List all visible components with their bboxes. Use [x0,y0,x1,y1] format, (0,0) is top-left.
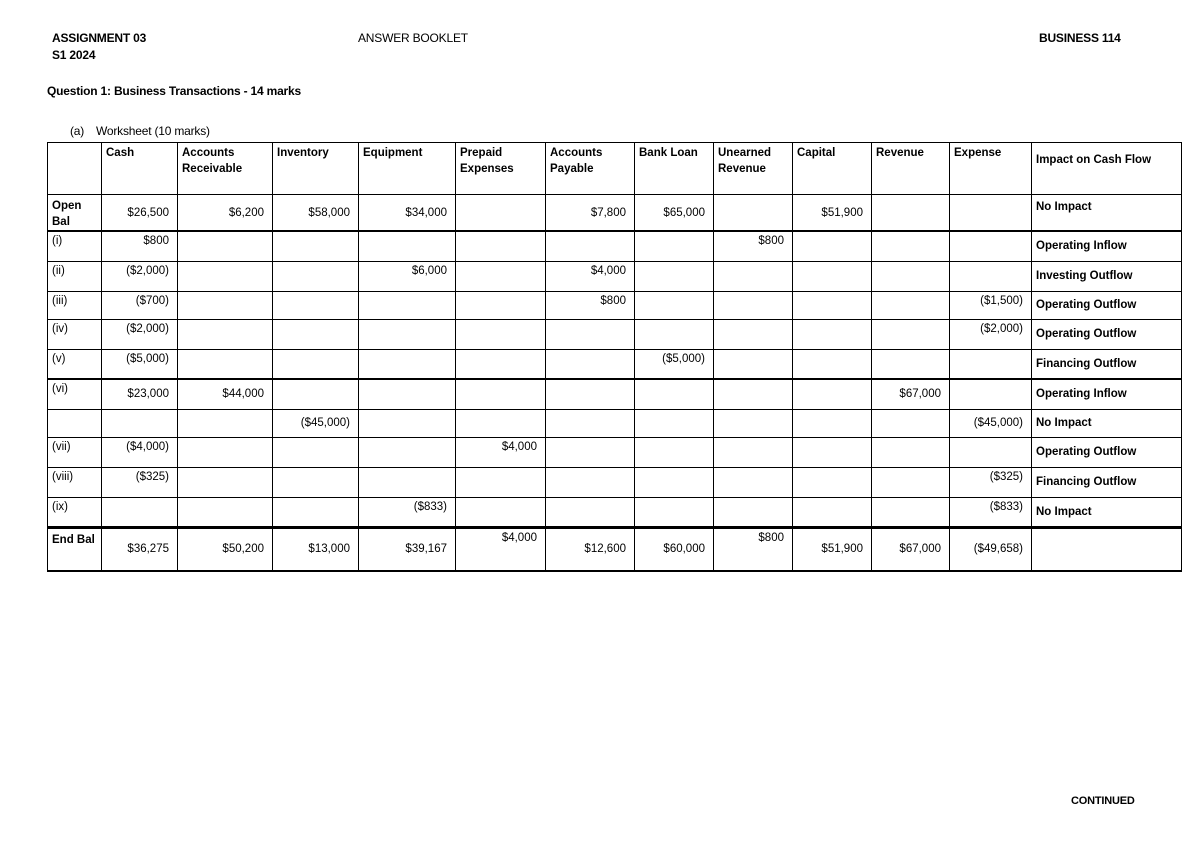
cell-value: $800 [546,291,635,319]
column-header: Capital [793,143,872,195]
table-row [48,349,1182,379]
cell-value [793,319,872,349]
cell-value [635,467,714,497]
cell-value [872,437,950,467]
cell-value [872,261,950,291]
cell-value: $800 [102,231,178,261]
cash-flow-impact: No Impact [1032,497,1182,527]
cell-value [635,291,714,319]
cell-value [872,409,950,437]
row-label: (iv) [48,319,102,349]
cell-value: ($5,000) [102,349,178,379]
cell-value [273,497,359,527]
cell-value [872,349,950,379]
cell-value [359,409,456,437]
column-header: Accounts Payable [546,143,635,195]
table-row [48,527,1182,571]
column-header: Unearned Revenue [714,143,793,195]
cell-value [178,319,273,349]
cell-value [635,497,714,527]
cell-value [178,261,273,291]
cell-value [359,437,456,467]
cell-value: ($700) [102,291,178,319]
table-row [48,319,1182,349]
cell-value [635,319,714,349]
row-label: (iii) [48,291,102,319]
column-header: Accounts Receivable [178,143,273,195]
cell-value [456,195,546,232]
cell-value [456,261,546,291]
cell-value: $60,000 [635,527,714,571]
column-header: Inventory [273,143,359,195]
cell-value [872,319,950,349]
row-label: End Bal [48,527,102,571]
cell-value [456,349,546,379]
column-header: Revenue [872,143,950,195]
booklet-title: ANSWER BOOKLET [358,31,468,45]
subtitle-label: (a) [70,124,85,138]
cell-value: $4,000 [546,261,635,291]
cell-value [714,467,793,497]
cell-value [793,467,872,497]
cell-value [714,349,793,379]
cell-value [950,231,1032,261]
table-row [48,261,1182,291]
cell-value [714,291,793,319]
cell-value: ($4,000) [102,437,178,467]
column-header [48,143,102,195]
cell-value [793,231,872,261]
cell-value [273,467,359,497]
cell-value: $4,000 [456,437,546,467]
cell-value [872,195,950,232]
cell-value [178,349,273,379]
cell-value: $7,800 [546,195,635,232]
cell-value [546,409,635,437]
column-header: Impact on Cash Flow [1032,143,1182,195]
cell-value [273,291,359,319]
cell-value: ($5,000) [635,349,714,379]
cell-value [456,379,546,409]
cell-value [793,261,872,291]
table-row [48,497,1182,527]
cell-value [872,497,950,527]
assignment-label: ASSIGNMENT 03 [52,31,147,45]
cash-flow-impact: Operating Inflow [1032,231,1182,261]
cell-value: $6,200 [178,195,273,232]
cell-value: $65,000 [635,195,714,232]
cell-value: $26,500 [102,195,178,232]
cell-value [456,291,546,319]
cell-value [359,349,456,379]
question-title: Question 1: Business Transactions - 14 marks [47,84,301,98]
row-label: Open Bal [48,195,102,232]
cell-value: ($45,000) [950,409,1032,437]
cell-value [950,349,1032,379]
cell-value [178,497,273,527]
cell-value: ($833) [359,497,456,527]
worksheet-subtitle [70,124,210,138]
row-label: (v) [48,349,102,379]
cell-value: ($2,000) [102,319,178,349]
cell-value [714,379,793,409]
cell-value [456,319,546,349]
cell-value [950,261,1032,291]
cell-value [456,467,546,497]
row-label: (i) [48,231,102,261]
table-row [48,379,1182,409]
cell-value: $67,000 [872,379,950,409]
cell-value: $39,167 [359,527,456,571]
cell-value [273,379,359,409]
cell-value [273,349,359,379]
cell-value: $23,000 [102,379,178,409]
continued-label: CONTINUED [1071,795,1135,807]
row-label [48,409,102,437]
table-row [48,231,1182,261]
cash-flow-impact [1032,527,1182,571]
cell-value [456,497,546,527]
cell-value [793,291,872,319]
cell-value [872,291,950,319]
cash-flow-impact: Operating Outflow [1032,319,1182,349]
column-header: Bank Loan [635,143,714,195]
cell-value: $44,000 [178,379,273,409]
cell-value [950,195,1032,232]
cell-value [546,379,635,409]
cell-value: ($325) [950,467,1032,497]
cell-value [359,319,456,349]
cash-flow-impact: Financing Outflow [1032,467,1182,497]
header-row [48,143,1182,195]
cell-value: ($2,000) [950,319,1032,349]
cell-value [178,291,273,319]
cell-value [793,349,872,379]
cell-value [359,291,456,319]
cell-value [456,409,546,437]
cell-value [714,437,793,467]
cell-value [793,409,872,437]
cell-value: $800 [714,527,793,571]
semester-label: S1 2024 [52,48,96,62]
cell-value [635,231,714,261]
cell-value [635,409,714,437]
cell-value [546,467,635,497]
cell-value: ($2,000) [102,261,178,291]
cell-value [546,437,635,467]
table-row [48,195,1182,232]
cell-value [359,467,456,497]
table-row [48,437,1182,467]
cell-value [793,437,872,467]
cash-flow-impact: Operating Outflow [1032,291,1182,319]
cell-value: ($1,500) [950,291,1032,319]
cell-value [178,437,273,467]
cash-flow-impact: No Impact [1032,195,1182,232]
cell-value [178,409,273,437]
row-label: (viii) [48,467,102,497]
column-header: Prepaid Expenses [456,143,546,195]
cell-value [546,319,635,349]
cell-value: $67,000 [872,527,950,571]
worksheet-table [47,142,1182,572]
table-row [48,291,1182,319]
column-header: Cash [102,143,178,195]
cell-value [872,467,950,497]
cell-value [359,231,456,261]
cell-value [102,497,178,527]
cell-value: $34,000 [359,195,456,232]
cell-value [102,409,178,437]
cell-value [714,319,793,349]
column-header: Expense [950,143,1032,195]
cell-value [950,437,1032,467]
cash-flow-impact: Operating Outflow [1032,437,1182,467]
cell-value [714,261,793,291]
cell-value: $50,200 [178,527,273,571]
row-label: (vi) [48,379,102,409]
cell-value [273,319,359,349]
cell-value [178,231,273,261]
subtitle-text: Worksheet (10 marks) [96,124,210,138]
cash-flow-impact: No Impact [1032,409,1182,437]
cell-value: $4,000 [456,527,546,571]
cell-value [872,231,950,261]
cell-value: $12,600 [546,527,635,571]
cell-value: $36,275 [102,527,178,571]
cash-flow-impact: Investing Outflow [1032,261,1182,291]
cell-value [714,497,793,527]
cell-value [456,231,546,261]
cell-value [950,379,1032,409]
cell-value [793,379,872,409]
cell-value [273,437,359,467]
cell-value [178,467,273,497]
cell-value: ($49,658) [950,527,1032,571]
cell-value: $6,000 [359,261,456,291]
column-header: Equipment [359,143,456,195]
row-label: (vii) [48,437,102,467]
row-label: (ix) [48,497,102,527]
cell-value: $13,000 [273,527,359,571]
course-code: BUSINESS 114 [1039,31,1121,45]
cell-value [793,497,872,527]
cell-value [714,409,793,437]
cell-value: $51,900 [793,195,872,232]
cell-value [635,437,714,467]
cell-value [546,349,635,379]
cell-value: ($325) [102,467,178,497]
cell-value [546,497,635,527]
cash-flow-impact: Financing Outflow [1032,349,1182,379]
cell-value: ($833) [950,497,1032,527]
cell-value [273,231,359,261]
cell-value: $800 [714,231,793,261]
table-row [48,467,1182,497]
row-label: (ii) [48,261,102,291]
cell-value [546,231,635,261]
table-row [48,409,1182,437]
cell-value [359,379,456,409]
cash-flow-impact: Operating Inflow [1032,379,1182,409]
cell-value: $58,000 [273,195,359,232]
cell-value [635,379,714,409]
cell-value [273,261,359,291]
cell-value: ($45,000) [273,409,359,437]
cell-value [635,261,714,291]
cell-value [714,195,793,232]
cell-value: $51,900 [793,527,872,571]
